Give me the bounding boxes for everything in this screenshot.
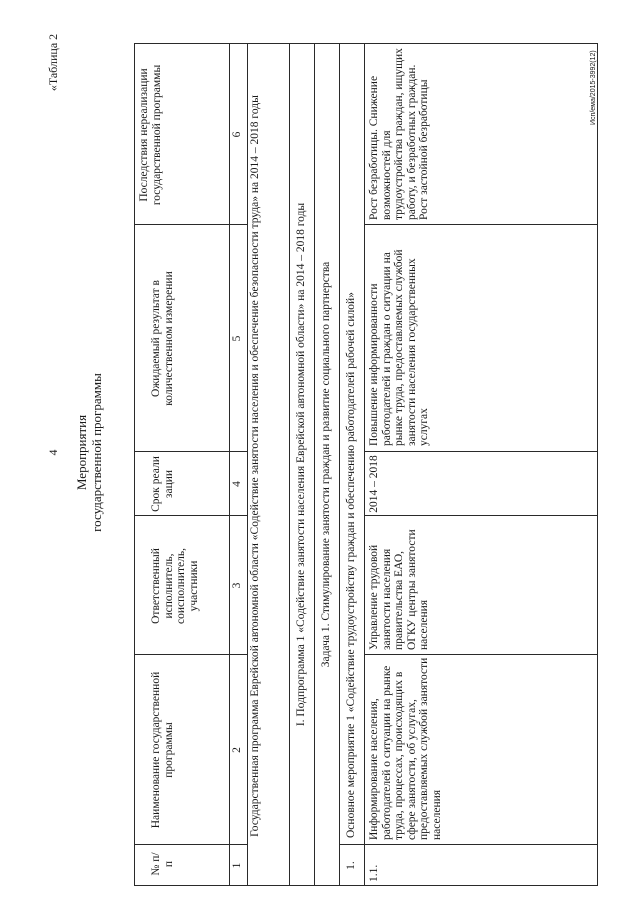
item-number: 1.1. xyxy=(368,864,380,882)
subprogram-row-divider xyxy=(314,43,315,886)
item-col-divider-5 xyxy=(364,224,598,225)
header-num-2: 2 xyxy=(231,747,243,753)
main-event-number: 1. xyxy=(345,861,357,870)
program-row: Государственная программа Еврейской автономной области «Содействие занятости населения и обеспечение безопасности труда» на 2014 – 2018 годы xyxy=(249,95,261,837)
heading-line-1: Мероприятия xyxy=(74,414,89,491)
table-caption: «Таблица 2 xyxy=(46,33,60,92)
table-border-top xyxy=(134,43,135,886)
header-consequences: Последствия нереализации государственной программы xyxy=(138,64,163,206)
header-program-name: Наименование государственной программы xyxy=(150,671,175,829)
main-event-row-divider xyxy=(364,43,365,886)
heading-line-2: государственной программы xyxy=(89,373,104,532)
header-expected-result: Ожидаемый результат в количественном измерении xyxy=(150,271,175,406)
header-num-6: 6 xyxy=(231,131,243,138)
item-executor: Управление трудовой занятости населения правительства ЕАО, ОГКУ центры занятости населения xyxy=(368,529,431,650)
number-row-divider xyxy=(247,43,248,886)
task-row-divider xyxy=(339,43,340,886)
item-consequences: Рост безработицы. Снижение возможностей для трудоустройства граждан, ищущих работу, и безработных граждан. Рост застойной безработицы xyxy=(368,48,431,220)
subprogram-row: I. Подпрограмма 1 «Содействие занятости населения Еврейской автономной области» на 2014 – 2018 годы xyxy=(295,202,307,727)
item-col-divider-2 xyxy=(364,654,598,655)
task-row: Задача 1. Стимулирование занятости граждан и развитие социального партнерства xyxy=(320,261,332,668)
header-num-3: 3 xyxy=(231,582,243,589)
item-term: 2014 – 2018 xyxy=(368,455,380,513)
page-number: 4 xyxy=(46,449,60,456)
item-col-divider-3 xyxy=(364,515,598,516)
item-name: Информирование населения, работодателей о ситуации на рынке труда, процессах, происходящих в сфере занятости, об услугах, предоставляемых службой занятости населения xyxy=(368,657,443,840)
header-num-4: 4 xyxy=(231,481,243,487)
table-border-right xyxy=(134,43,598,44)
item-col-divider-1 xyxy=(364,844,598,845)
measures-table xyxy=(134,43,598,886)
page-heading xyxy=(74,0,104,905)
header-num-1: 1 xyxy=(231,862,243,869)
program-row-divider xyxy=(289,43,290,886)
header-executor: Ответственный исполнитель, соисполнитель, участники xyxy=(150,548,200,624)
header-divider xyxy=(229,43,230,886)
main-event-text: Основное мероприятие 1 «Содействие трудоустройству граждан и обеспечению работодателей рабочей силой» xyxy=(345,292,357,838)
table-border-left xyxy=(134,885,598,886)
item-result: Повышение информированности работодателей и граждан о ситуации на рынке труда, предоставляемых службой занятости населения государственных услугах xyxy=(368,249,431,446)
document-code: Исп/ема/2015-3992(12) xyxy=(590,50,597,125)
item-col-divider-4 xyxy=(364,451,598,452)
header-term: Срок реализации xyxy=(150,456,175,512)
header-num-5: 5 xyxy=(231,335,243,342)
header-number: № п/п xyxy=(150,852,175,876)
table-border-bottom xyxy=(597,43,598,886)
